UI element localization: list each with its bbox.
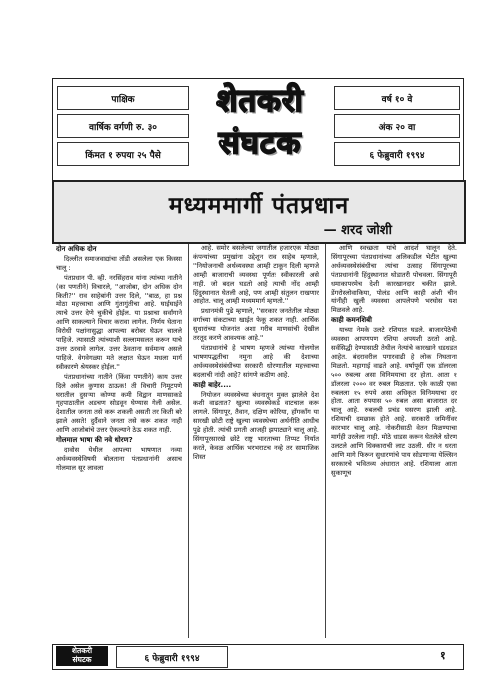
paragraph: दिल्लीत समाजवाद्यांचा तोंडी असलेला एक किस्सा चालू : bbox=[56, 254, 182, 272]
paragraph: पंतप्रधान पी. व्ही. नरसिंहराव यांना त्यांच्या नातीने (का पणतीने) विचारले, ''आजोबा, दोन अधिक दोन किती?'' राव साहेबांनी उत्तर दिले, ''बाळ, हा प्रश्न मोठा महत्त्वाचा आणि गुंतागुंतीचा आहे. घाईघाईने त्याचे उत्तर देणे चुकीचे होईल. या प्रश्नाचा सर्वांगाने आणि साकल्याने विचार करावा लागेल. निर्णय घेताना विरोधी पक्षांनासुद्धा आपल्या बरोबर घेऊन चालले पाहिजे. त्यासाठी त्यांच्याशी सल्लामसलत करून याचे उत्तर ठरवावे लागेल. उत्तर ठेवताना सर्वमान्य असले पाहिजे. वेगवेगळ्या मते लक्षात घेऊन मधला मार्ग स्वीकारणे श्रेयस्कर होईल.'' bbox=[56, 273, 182, 371]
footer-bar bbox=[52, 644, 464, 670]
paragraph: नियोजन व्यवस्थेच्या बंधनातून मुक्त झालेले देश कशी वाढतात? खुल्या व्यवस्थेकडे वाटचाल करू लागले. सिंगापूर, तैवान, दक्षिण कोरिया, हॉंगकॉंग या सारखी छोटी राष्ट्रे खुल्या व्यवस्थेच्या अर्थनीति आधीच पुढे होती. त्यांची प्रगती आजही झपाट्याने चालू आहे. सिंगापूरसारखे छोटे राष्ट्र भारताच्या तिप्पट निर्यात करते, केवळ आर्थिक भरभराटच नव्हे तर सामाजिक शिस्त bbox=[193, 390, 319, 461]
section-heading: गोलमाल भाषा की नवे धोरण? bbox=[56, 436, 133, 445]
paragraph: आणि स्वच्छता यांचे आदर्श घालून देते. सिंगापूरच्या पंतप्रधानांच्या अलिकडील भेटीत खुल्या अर्थव्यवस्थेसंबंधीचा त्यांचा उत्साह सिंगापूरच्या पंतप्रधानांनी हिंदुस्थानात थोडातरी पोचवला. सिंगापूरी धमाकापरमेच देशी कारखानदार चकीत झाले. डेंगरोस्लोवाकिया, पोलंड आणि काही अंशी चीन यांनीही खुली व्यवस्था आपलेपणे भरघोस यश मिळवले आहे. bbox=[331, 244, 457, 315]
article-byline: — शरद जोशी bbox=[323, 223, 392, 238]
page-number: १ bbox=[440, 649, 446, 662]
volume-label: वर्ष १० वे bbox=[334, 86, 460, 110]
paragraph: आहे. समोर बसलेल्या जगातील हजारएक मोठ्या कंपन्यांच्या प्रमुखांना उद्देशून राव साहेब म्हणाले, ''नियोजनाची अर्थव्यवस्था आम्ही टाकून दिली म्हणजे आम्ही बाजाराची व्यवस्था पूर्णतः स्वीकारली असे नाही. जो बदल घडतो आहे त्याची नोंद आम्ही हिंदुस्थानात घेतली आहे, पण आम्ही संतुलन राखणार आहोत. चालू आम्ही मध्यममार्ग म्हणतो.'' bbox=[193, 244, 319, 306]
footer-logo-line1: शेतकरी bbox=[71, 646, 93, 655]
column-divider bbox=[188, 244, 189, 638]
paragraph: दावोस येथील आपल्या भाषणात नव्या अर्थव्यवस्थेविषयी बोलताना पंतप्रधानांनी असाच गोलमाल सूर लावला bbox=[56, 445, 182, 472]
paragraph: याच्या नेमके उलटे रशियात घडले. बाजारपेठेची व्यवस्था आपणपण रशिया अपयशी ठरतो आहे. सर्वसिद्धी देण्यासाठी तेथील नेत्यांचे कारखाने धडधडत आहेत. बंदरावरील पगारवाढी हे लोक निघताना मिळतो. महागाई वाढते आहे. वर्षापूर्वी एक डॉलरला ५०० रुबल्स असा विनिमयाचा दर होता. आता १ डॉलरला २००० वर रुबल मिळतात. एके काळी एका रुबलला १५ रुपये असा अधिकृत विनिमयाचा दर होता. आता रुपयास ५० रुबल असा बाजारात दर चालू आहे. रुबलची प्रचंड घसरण झाली आहे. रशियाची दमछाक होते आहे. सरकारी जमिनींवर कारभार चालू आहे. नोकरीसाठी वेतन मिळण्याचा मार्गही उरलेला नाही. मोठे धाडस करून घेतलेले धोरण उलटले आणि धिक्काराची लाट उठली. धीर न धरता आणि मागे फिरून सुधारणांचे पाय सोडणाऱ्या येल्त्सिन सरकारचे भवितव्य अंधारात आहे. रशियाला आता सुकाणूच bbox=[331, 326, 457, 477]
frequency-label: पाक्षिक bbox=[57, 86, 189, 110]
subscription-label: वार्षिक वर्गणी रु. ३० bbox=[57, 114, 189, 138]
article-column-2 bbox=[193, 244, 319, 638]
paragraph: पंतप्रधानांच्या नातीने (किंवा पणतीने) काय उत्तर दिले असेल कुणास ठाऊक! ती विचारी निमूटपणे घरातील दुसऱ्या कोण्या कमी विद्वान माणसाकडे गृहपाठातील अडचण सोडवून घेण्यास गेली असेल. देशातील जनता तसे करू शकली असती तर किती बरे झाले असते! दुर्दैवाने जनता तसे करू शकत नाही आणि आजोबांचे उत्तर ऐकल्याने ठेऊ शकत नाही. bbox=[56, 372, 182, 435]
paragraph: पंतप्रधानांचे हे भाषण म्हणजे त्यांच्या गोलगोल भाषणपद्धतीचा नमुना आहे की देशाच्या अर्थव्यवस्थेसंबंधीच्या सरकारी धोरणातील महत्त्वाच्या बदलाची नांदी आहे? सांगणे कठीण आहे. bbox=[193, 343, 319, 379]
section-heading: काही बाहेर.... bbox=[193, 380, 232, 389]
section-heading: दोन अधिक दोन bbox=[56, 245, 97, 253]
column-divider bbox=[325, 244, 326, 638]
footer-logo-line2: संघटक bbox=[72, 655, 92, 664]
masthead-title-line2: संघटक bbox=[218, 125, 302, 161]
date-label: ६ फेब्रुवारी १९९४ bbox=[334, 142, 460, 166]
article-headline: मध्यममार्गी पंतप्रधान bbox=[168, 193, 350, 219]
paragraph: प्रधानमंत्री पुढे म्हणाले, ''सरकार जनतेतील मोठ्या वर्गाच्या संकटाच्या खाईत फेकू शकत नाही. आर्थिक सुधारांच्या योजनांत अशा गरीब माणसांची देखील तरतूद करणे आवश्यक आहे.'' bbox=[193, 307, 319, 343]
price-label: किंमत १ रुपया २५ पैसे bbox=[57, 142, 189, 166]
masthead-title-line1: शेतकरी bbox=[216, 83, 304, 119]
footer-logo bbox=[56, 646, 108, 666]
section-heading: काही कमनशिबी bbox=[331, 316, 372, 325]
headline-box bbox=[52, 180, 466, 244]
masthead-title bbox=[192, 80, 328, 180]
footer-date: ६ फेब्रुवारी १९९४ bbox=[116, 646, 228, 668]
issue-label: अंक २० वा bbox=[334, 114, 460, 138]
article-column-1 bbox=[56, 244, 182, 638]
article-column-3 bbox=[331, 244, 457, 638]
